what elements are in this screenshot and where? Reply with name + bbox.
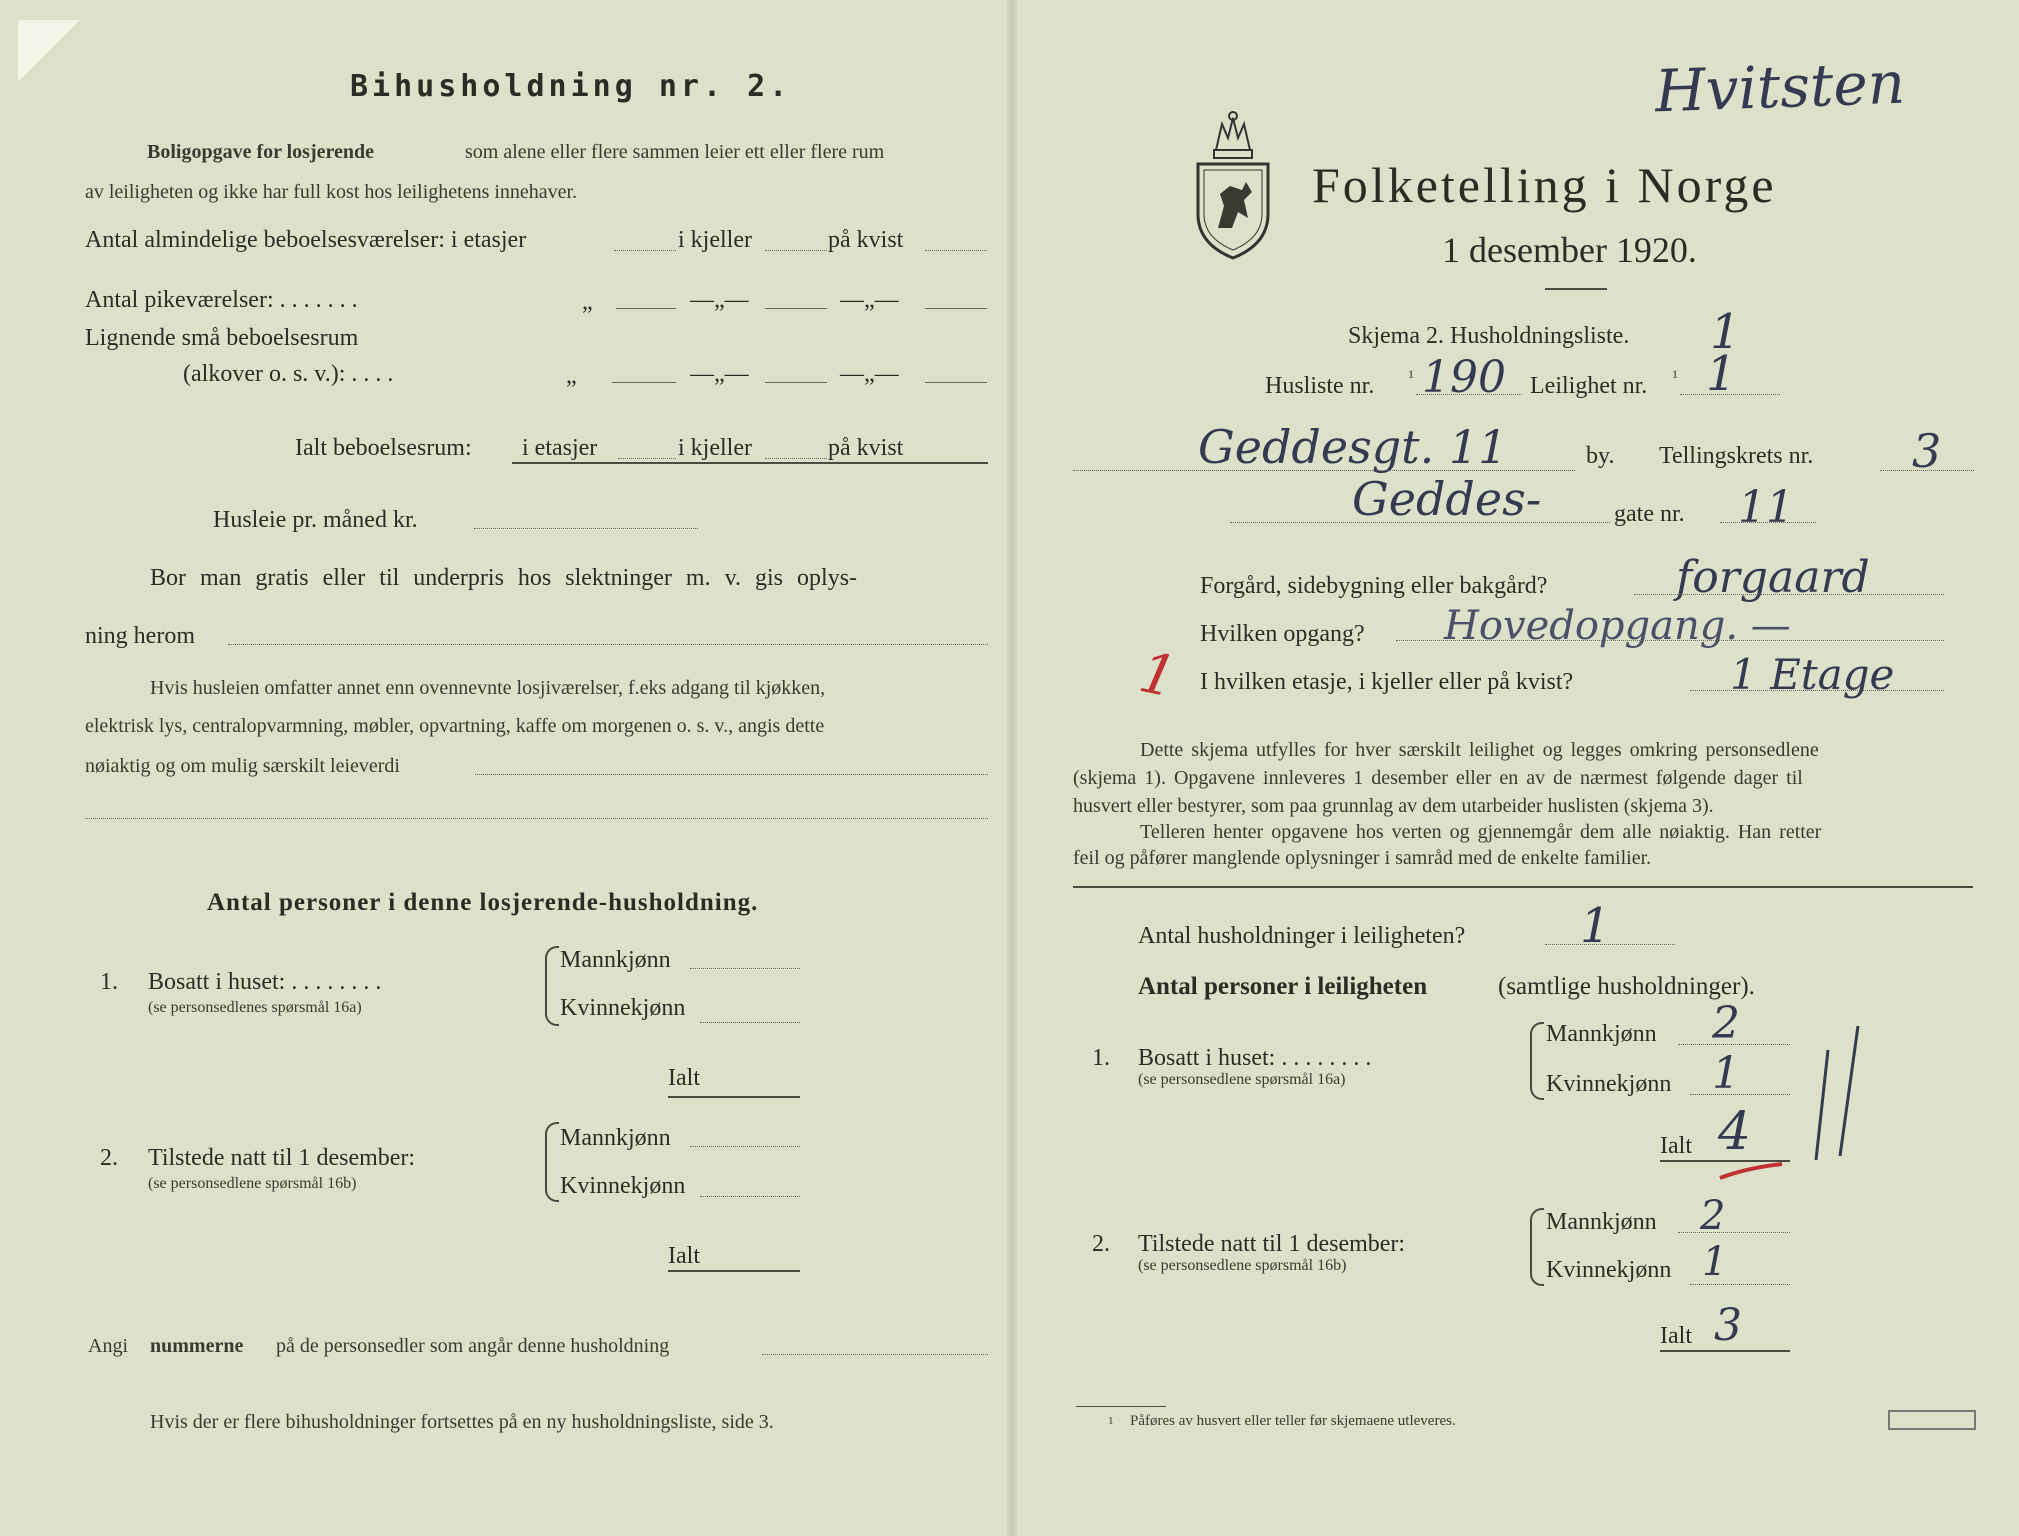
forgaard-handwritten: forgaard (1676, 552, 1870, 603)
right-q1-kvinne-handwritten: 1 (1712, 1048, 1740, 1099)
antal-hush-label: Antal husholdninger i leiligheten? (1138, 923, 1466, 949)
right-q1-num: 1. (1092, 1045, 1110, 1071)
rooms-label: Antal almindelige beboelsesværelser: i etasjer (85, 227, 527, 253)
page-fold (1007, 0, 1017, 1536)
right-q2-ialt-handwritten: 3 (1714, 1300, 1742, 1351)
left-footer: Hvis der er flere bihusholdninger fortsettes på en ny husholdningsliste, side 3. (150, 1411, 774, 1433)
pike-ditto-dash-2: —„— (840, 287, 899, 313)
footnote-text: Påføres av husvert eller teller før skjemaene utleveres. (1130, 1413, 1456, 1429)
leilighet-label: Leilighet nr. (1530, 373, 1648, 399)
left-q2-num: 2. (100, 1145, 118, 1171)
angi-bold: nummerne (150, 1335, 244, 1357)
hvis-line-3: nøiaktig og om mulig særskilt leieverdi (85, 755, 400, 777)
instruction-line-5: feil og påfører manglende oplysninger i samråd med de enkelte familier. (1073, 847, 1652, 869)
tellingskrets-handwritten: 3 (1912, 424, 1942, 478)
left-q1-num: 1. (100, 969, 118, 995)
opgang-handwritten: Hovedopgang. — (1444, 603, 1791, 649)
lignende-line-1: Lignende små beboelsesrum (85, 325, 359, 351)
pike-ditto-dash-1: —„— (690, 287, 749, 313)
rooms-kvist: på kvist (828, 227, 904, 253)
instruction-line-3: husvert eller bestyrer, som paa grunnlag av dem utarbeider huslisten (skjema 3). (1073, 795, 1714, 817)
ialt-rooms-kjeller: i kjeller (678, 435, 752, 461)
skjema-handwritten: 1 (1710, 304, 1741, 360)
folded-corner (18, 20, 80, 82)
gate-handwritten: 11 (1738, 482, 1794, 533)
by-label: by. (1586, 443, 1615, 469)
pike-ditto: „ (582, 289, 593, 315)
right-q2-kvinne-handwritten: 1 (1702, 1239, 1728, 1285)
printer-stamp (1888, 1410, 1976, 1430)
hvis-line-1: Hvis husleien omfatter annet enn ovennevnte losjiværelser, f.eks adgang til kjøkken, (150, 677, 826, 699)
skjema-label: Skjema 2. Husholdningsliste. (1348, 323, 1630, 349)
intro-bold: Boligopgave for losjerende (147, 141, 375, 163)
rooms-kjeller: i kjeller (678, 227, 752, 253)
ialt-rooms-kvist: på kvist (828, 435, 904, 461)
right-q2-ialt: Ialt (1660, 1323, 1692, 1349)
antal-hush-handwritten: 1 (1580, 898, 1611, 954)
instruction-line-1: Dette skjema utfylles for hver særskilt leilighet og legges omkring personsedlene (1140, 739, 1819, 761)
husleie-label: Husleie pr. måned kr. (213, 507, 418, 533)
norway-coat-of-arms (1192, 110, 1274, 260)
lignende-ditto-dash-2: —„— (840, 361, 899, 387)
instruction-line-4: Telleren henter opgavene hos verten og gjennemgår dem alle nøiaktig. Han retter (1140, 821, 1822, 843)
husliste-handwritten: 190 (1422, 352, 1506, 403)
instruction-line-2: (skjema 1). Opgavene innleveres 1 desember eller en av de nærmest følgende dager til (1073, 767, 1803, 789)
lignende-ditto-dash-1: —„— (690, 361, 749, 387)
right-q2-mann-handwritten: 2 (1700, 1193, 1726, 1239)
left-q1-ialt: Ialt (668, 1065, 700, 1091)
right-persons-header-rest: (samtlige husholdninger). (1498, 973, 1755, 1000)
right-q2-mann: Mannkjønn (1546, 1209, 1657, 1235)
left-header: Bihusholdning nr. 2. (350, 69, 792, 104)
right-q2-kvinne: Kvinnekjønn (1546, 1257, 1672, 1283)
forgaard-label: Forgård, sidebygning eller bakgård? (1200, 573, 1548, 599)
angi-pre: Angi (88, 1335, 128, 1357)
intro-line-2: av leiligheten og ikke har full kost hos leilighetens innehaver. (85, 181, 578, 203)
right-q1-mann: Mannkjønn (1546, 1021, 1657, 1047)
left-q2-ialt: Ialt (668, 1243, 700, 1269)
etasje-label: I hvilken etasje, i kjeller eller på kvist? (1200, 669, 1574, 695)
left-q2-mann: Mannkjønn (560, 1125, 671, 1151)
left-q1-label: Bosatt i huset: . . . . . . . . (148, 969, 382, 995)
intro-line-1: som alene eller flere sammen leier ett eller flere rum (465, 141, 885, 163)
left-q2-label: Tilstede natt til 1 desember: (148, 1145, 416, 1171)
footnote-num: 1 (1108, 1415, 1114, 1427)
left-q1-kvinne: Kvinnekjønn (560, 995, 686, 1021)
right-q2-num: 2. (1092, 1231, 1110, 1257)
husliste-sup: 1 (1408, 367, 1414, 381)
left-q2-kvinne: Kvinnekjønn (560, 1173, 686, 1199)
bor-line-2: ning herom (85, 623, 195, 649)
left-q1-mann: Mannkjønn (560, 947, 671, 973)
etasje-handwritten: 1 Etage (1730, 650, 1895, 699)
left-persons-header: Antal personer i denne losjerende-husholdning. (207, 889, 759, 916)
hvis-line-2: elektrisk lys, centralopvarmning, møbler, opvartning, kaffe om morgenen o. s. v., angis dette (85, 715, 825, 737)
right-q2-label: Tilstede natt til 1 desember: (1138, 1231, 1406, 1257)
right-q2-sub: (se personsedlene spørsmål 16b) (1138, 1257, 1347, 1274)
tellingskrets-label: Tellingskrets nr. (1659, 443, 1814, 469)
red-underline-mark (1716, 1160, 1786, 1184)
left-q2-sub: (se personsedlene spørsmål 16b) (148, 1175, 357, 1192)
angi-post: på de personsedler som angår denne husholdning (276, 1335, 670, 1357)
lignende-line-2: (alkover o. s. v.): . . . . (183, 361, 394, 387)
gate-label: gate nr. (1614, 501, 1685, 527)
husliste-label: Husliste nr. (1265, 373, 1375, 399)
right-q1-label: Bosatt i huset: . . . . . . . . (1138, 1045, 1372, 1071)
red-pencil-mark: 1 (1133, 640, 1183, 712)
address-handwritten: Geddesgt. 11 (1198, 420, 1508, 474)
leilighet-sup: 1 (1672, 367, 1678, 381)
right-q1-sub: (se personsedlene spørsmål 16a) (1138, 1071, 1346, 1088)
right-q1-mann-handwritten: 2 (1712, 998, 1740, 1049)
left-q1-sub: (se personsedlenes spørsmål 16a) (148, 999, 362, 1016)
right-q1-ialt: Ialt (1660, 1133, 1692, 1159)
right-q1-ialt-handwritten: 4 (1718, 1102, 1752, 1162)
lignende-ditto: „ (566, 363, 577, 389)
right-persons-header: Antal personer i leiligheten (1138, 973, 1428, 1000)
ialt-rooms-etasjer: i etasjer (522, 435, 598, 461)
leilighet-handwritten: 1 (1706, 346, 1737, 402)
bor-line-1: Bor man gratis eller til underpris hos slektninger m. v. gis oplys- (150, 565, 858, 591)
corner-handwriting: Hvitsten (1653, 48, 1907, 126)
pike-label: Antal pikeværelser: . . . . . . . (85, 287, 358, 313)
form-title: Folketelling i Norge (1312, 157, 1777, 213)
form-date: 1 desember 1920. (1442, 230, 1697, 270)
right-q1-kvinne: Kvinnekjønn (1546, 1071, 1672, 1097)
ialt-rooms-label: Ialt beboelsesrum: (295, 435, 472, 461)
street-handwritten: Geddes- (1352, 472, 1542, 526)
tally-check-marks (1800, 1020, 1866, 1170)
opgang-label: Hvilken opgang? (1200, 621, 1365, 647)
